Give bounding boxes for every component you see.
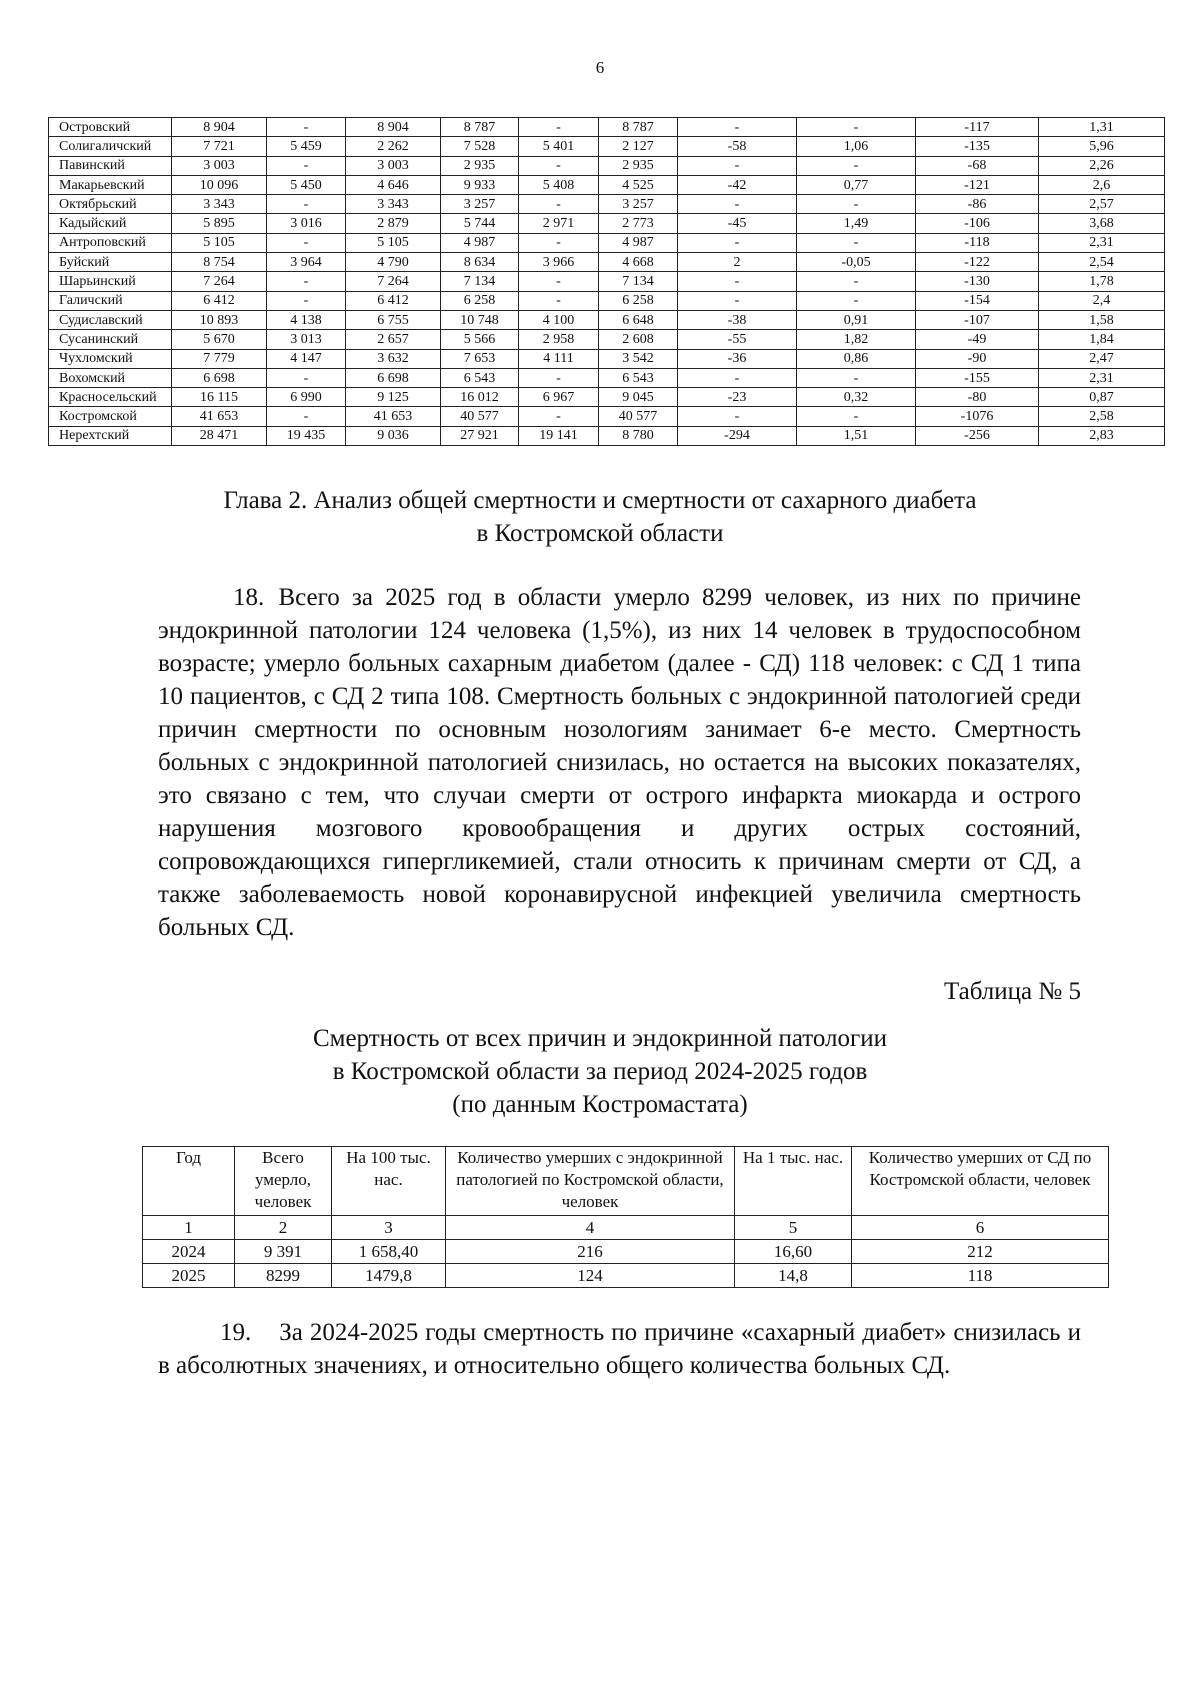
table-cell: 2: [678, 253, 797, 272]
table-cell: 4 147: [267, 349, 346, 368]
table-cell: 7 134: [441, 272, 519, 291]
table-cell: 3 257: [599, 195, 678, 214]
district-name: Макарьевский: [49, 175, 172, 194]
table-cell: -: [797, 156, 916, 175]
table-cell: 8 634: [441, 253, 519, 272]
district-name: Павинский: [49, 156, 172, 175]
table-cell: 16,60: [735, 1240, 852, 1264]
table-cell: -68: [916, 156, 1039, 175]
table-cell: 3 013: [267, 330, 346, 349]
table-cell: 216: [446, 1240, 735, 1264]
table-cell: 40 577: [599, 407, 678, 426]
header-cell: Количество умерших от СД по Костромской области, человек: [852, 1147, 1109, 1216]
table-cell: -: [797, 272, 916, 291]
table-cell: 9 036: [346, 426, 441, 445]
table-cell: -: [678, 118, 797, 137]
table-cell: 6 258: [599, 291, 678, 310]
table-cell: -121: [916, 175, 1039, 194]
district-name: Солигаличский: [49, 137, 172, 156]
table-cell: -: [678, 407, 797, 426]
table-cell: -118: [916, 233, 1039, 252]
table-row: [49, 407, 1165, 426]
table-cell: 1,82: [797, 330, 916, 349]
table-row: [49, 368, 1165, 387]
table-cell: 4 646: [346, 175, 441, 194]
district-name: Костромской: [49, 407, 172, 426]
table-row: [49, 291, 1165, 310]
table-cell: 19 141: [519, 426, 599, 445]
table-cell: 5 408: [519, 175, 599, 194]
table-cell: 2,31: [1039, 233, 1165, 252]
table-cell: -36: [678, 349, 797, 368]
table-cell: 8 787: [599, 118, 678, 137]
table-cell: 2,58: [1039, 407, 1165, 426]
table-cell: 2 262: [346, 137, 441, 156]
table-cell: -: [267, 118, 346, 137]
table-cell: 16 012: [441, 388, 519, 407]
header-cell: На 100 тыс. нас.: [332, 1147, 446, 1216]
table-cell: -23: [678, 388, 797, 407]
table-cell: 2,47: [1039, 349, 1165, 368]
table-cell: -38: [678, 310, 797, 329]
table-cell: 9 933: [441, 175, 519, 194]
table-row: [143, 1264, 1109, 1288]
table-cell: 2 773: [599, 214, 678, 233]
district-name: Буйский: [49, 253, 172, 272]
table-cell: 2 935: [441, 156, 519, 175]
table-cell: 6 755: [346, 310, 441, 329]
table-cell: 6 698: [172, 368, 267, 387]
table-cell: 40 577: [441, 407, 519, 426]
table-cell: -: [797, 368, 916, 387]
table-cell: 5 105: [346, 233, 441, 252]
table-cell: 6 648: [599, 310, 678, 329]
table-cell: 2 958: [519, 330, 599, 349]
table-cell: 3 966: [519, 253, 599, 272]
table-cell: 3 257: [441, 195, 519, 214]
table-row: [49, 272, 1165, 291]
table-cell: -155: [916, 368, 1039, 387]
table-cell: -45: [678, 214, 797, 233]
table-cell: -: [267, 233, 346, 252]
chapter-title-line2: в Костромской области: [476, 520, 724, 547]
table-cell: -135: [916, 137, 1039, 156]
table-cell: -: [678, 368, 797, 387]
district-name: Красносельский: [49, 388, 172, 407]
table-cell: 3 542: [599, 349, 678, 368]
table-cell: -1076: [916, 407, 1039, 426]
table-cell: 1,49: [797, 214, 916, 233]
table-row: [49, 118, 1165, 137]
header-cell: Количество умерших с эндокринной патологией по Костромской области, человек: [446, 1147, 735, 1216]
table-cell: 9 125: [346, 388, 441, 407]
table-cell: 1,06: [797, 137, 916, 156]
paragraph-number: 19.: [220, 1319, 252, 1346]
district-name: Островский: [49, 118, 172, 137]
chapter-title: [150, 484, 1050, 550]
table-cell: 8 780: [599, 426, 678, 445]
table-cell: 2,54: [1039, 253, 1165, 272]
table-row: [49, 330, 1165, 349]
table-cell: -256: [916, 426, 1039, 445]
table-cell: 2,83: [1039, 426, 1165, 445]
table-cell: 0,86: [797, 349, 916, 368]
table-cell: -: [678, 233, 797, 252]
table-cell: -: [797, 407, 916, 426]
table-cell: 2,57: [1039, 195, 1165, 214]
table-cell: 1,31: [1039, 118, 1165, 137]
table-cell: -: [267, 368, 346, 387]
table-cell: 7 779: [172, 349, 267, 368]
table-cell: 5 105: [172, 233, 267, 252]
table-cell: 2024: [143, 1240, 235, 1264]
table-cell: -: [519, 195, 599, 214]
table-cell: 7 721: [172, 137, 267, 156]
district-name: Октябрьский: [49, 195, 172, 214]
table-cell: 5 401: [519, 137, 599, 156]
table-row: [49, 214, 1165, 233]
paragraph-text: За 2024-2025 годы смертность по причине «сахарный диабет» снизилась и в абсолютных значениях, и относительно общего количества больных СД.: [158, 1319, 1081, 1379]
header-cell: На 1 тыс. нас.: [735, 1147, 852, 1216]
table-cell: 1,58: [1039, 310, 1165, 329]
district-name: Антроповский: [49, 233, 172, 252]
table-cell: 3 632: [346, 349, 441, 368]
table-cell: 3 964: [267, 253, 346, 272]
district-name: Шарьинский: [49, 272, 172, 291]
district-name: Нерехтский: [49, 426, 172, 445]
table-cell: 1,51: [797, 426, 916, 445]
table-cell: 4 138: [267, 310, 346, 329]
column-number: 4: [446, 1216, 735, 1240]
chapter-title-line1: Глава 2. Анализ общей смертности и смертности от сахарного диабета: [223, 487, 977, 514]
table-cell: -: [678, 195, 797, 214]
table-cell: 1,78: [1039, 272, 1165, 291]
table-title-line2: в Костромской области за период 2024-2025 годов: [332, 1058, 868, 1085]
table-cell: 1,84: [1039, 330, 1165, 349]
table-cell: -: [678, 291, 797, 310]
paragraph-text: Всего за 2025 год в области умерло 8299 человек, из них по причине эндокринной патологии 124 человека (1,5%), из них 14 человек в трудоспособном возрасте; умерло больных сахарным диабетом (далее - СД) 118 человек: с СД 1 типа 10 пациентов, с СД 2 типа 108. Смертность больных с эндокринной патологией среди причин смертности по основным нозологиям занимает 6-е место. Смертность больных с эндокринной патологией снизилась, но остается на высоких показателях, это связано с тем, что случаи смерти от острого инфаркта миокарда и острого нарушения мозгового кровообращения и других острых состояний, сопровождающихся гипергликемией, стали относить к причинам смерти от СД, а также заболеваемость новой коронавирусной инфекцией увеличила смертность больных СД.: [158, 584, 1082, 941]
table-cell: 4 111: [519, 349, 599, 368]
table-cell: 2,4: [1039, 291, 1165, 310]
table-cell: 8 754: [172, 253, 267, 272]
table-cell: 0,77: [797, 175, 916, 194]
table-cell: 6 967: [519, 388, 599, 407]
table-row: [49, 388, 1165, 407]
column-number: 3: [332, 1216, 446, 1240]
table-cell: -107: [916, 310, 1039, 329]
table-cell: 28 471: [172, 426, 267, 445]
paragraph-number: 18.: [233, 584, 265, 611]
table-cell: -: [797, 233, 916, 252]
table-cell: 2025: [143, 1264, 235, 1288]
table-cell: 10 893: [172, 310, 267, 329]
table-cell: -86: [916, 195, 1039, 214]
table-cell: 8 787: [441, 118, 519, 137]
table-cell: 6 698: [346, 368, 441, 387]
table-cell: 2,31: [1039, 368, 1165, 387]
table-cell: 6 543: [599, 368, 678, 387]
table-cell: -: [519, 156, 599, 175]
table-row: [49, 426, 1165, 445]
page-number: 6: [595, 58, 605, 77]
table-cell: -: [267, 272, 346, 291]
district-name: Чухломский: [49, 349, 172, 368]
district-name: Вохомский: [49, 368, 172, 387]
table-cell: -: [797, 118, 916, 137]
table-cell: 5 566: [441, 330, 519, 349]
table-cell: -: [519, 407, 599, 426]
table-cell: 2 127: [599, 137, 678, 156]
table-cell: 124: [446, 1264, 735, 1288]
table-cell: 27 921: [441, 426, 519, 445]
table-cell: 2,26: [1039, 156, 1165, 175]
table-cell: -49: [916, 330, 1039, 349]
column-number: 6: [852, 1216, 1109, 1240]
table-cell: 6 990: [267, 388, 346, 407]
table-cell: 7 264: [172, 272, 267, 291]
table-cell: 4 668: [599, 253, 678, 272]
column-number: 1: [143, 1216, 235, 1240]
column-number-row: [143, 1216, 1109, 1240]
table-cell: 3 016: [267, 214, 346, 233]
table-cell: 212: [852, 1240, 1109, 1264]
table-cell: -: [797, 291, 916, 310]
table-cell: 2 879: [346, 214, 441, 233]
table-label: Таблица № 5: [943, 978, 1081, 1005]
table-row: [49, 175, 1165, 194]
table-cell: 0,32: [797, 388, 916, 407]
table-cell: 7 528: [441, 137, 519, 156]
table-cell: 5 670: [172, 330, 267, 349]
table-cell: -: [267, 156, 346, 175]
table-cell: -: [519, 368, 599, 387]
table-cell: 41 653: [172, 407, 267, 426]
table-cell: 7 134: [599, 272, 678, 291]
table-cell: 14,8: [735, 1264, 852, 1288]
header-cell: Год: [143, 1147, 235, 1216]
table-cell: 5 459: [267, 137, 346, 156]
table-title: [150, 1022, 1050, 1121]
table-cell: 2 935: [599, 156, 678, 175]
table-cell: 6 543: [441, 368, 519, 387]
table-row: [49, 156, 1165, 175]
table-cell: -: [797, 195, 916, 214]
table-cell: 19 435: [267, 426, 346, 445]
table-cell: 3,68: [1039, 214, 1165, 233]
table-cell: -: [519, 291, 599, 310]
table-cell: 4 525: [599, 175, 678, 194]
table-cell: -122: [916, 253, 1039, 272]
table-cell: -: [678, 272, 797, 291]
table-cell: 16 115: [172, 388, 267, 407]
table-cell: 2,6: [1039, 175, 1165, 194]
table-cell: 3 003: [172, 156, 267, 175]
table-cell: 118: [852, 1264, 1109, 1288]
table-title-line3: (по данным Костромастата): [452, 1091, 748, 1118]
table-cell: 8 904: [172, 118, 267, 137]
table-cell: 8299: [235, 1264, 332, 1288]
table-cell: 9 391: [235, 1240, 332, 1264]
table-cell: -: [267, 291, 346, 310]
table-cell: -58: [678, 137, 797, 156]
table-cell: 41 653: [346, 407, 441, 426]
table-row: [49, 253, 1165, 272]
table-row: [49, 233, 1165, 252]
table-cell: 10 096: [172, 175, 267, 194]
table-row: [143, 1240, 1109, 1264]
table-cell: 5 744: [441, 214, 519, 233]
table-cell: 0,91: [797, 310, 916, 329]
column-number: 2: [235, 1216, 332, 1240]
district-name: Сусанинский: [49, 330, 172, 349]
table-cell: 1 658,40: [332, 1240, 446, 1264]
table-cell: 5 895: [172, 214, 267, 233]
table-cell: 7 264: [346, 272, 441, 291]
table-cell: 3 343: [346, 195, 441, 214]
table-cell: -: [267, 195, 346, 214]
table-cell: -55: [678, 330, 797, 349]
table-title-line1: Смертность от всех причин и эндокринной патологии: [312, 1025, 888, 1052]
district-table: [48, 117, 1165, 446]
table-row: [49, 349, 1165, 368]
table-cell: 6 412: [346, 291, 441, 310]
table-row: [49, 195, 1165, 214]
table-cell: 6 258: [441, 291, 519, 310]
table-cell: -: [519, 272, 599, 291]
table-cell: -130: [916, 272, 1039, 291]
table-row: [49, 310, 1165, 329]
header-cell: Всего умерло, человек: [235, 1147, 332, 1216]
table-cell: -90: [916, 349, 1039, 368]
table-cell: 4 987: [441, 233, 519, 252]
column-number: 5: [735, 1216, 852, 1240]
table-cell: 6 412: [172, 291, 267, 310]
paragraph-18: [158, 581, 1081, 944]
table-cell: -42: [678, 175, 797, 194]
table-cell: 4 100: [519, 310, 599, 329]
table-cell: 2 657: [346, 330, 441, 349]
table-cell: -80: [916, 388, 1039, 407]
table-cell: 5 450: [267, 175, 346, 194]
table-cell: 4 790: [346, 253, 441, 272]
table-cell: 4 987: [599, 233, 678, 252]
table-cell: 9 045: [599, 388, 678, 407]
table-cell: 2 608: [599, 330, 678, 349]
table-cell: 5,96: [1039, 137, 1165, 156]
mortality-table: [142, 1146, 1109, 1288]
table-cell: 8 904: [346, 118, 441, 137]
district-name: Судиславский: [49, 310, 172, 329]
table-cell: -106: [916, 214, 1039, 233]
table-cell: 3 003: [346, 156, 441, 175]
table-cell: 2 971: [519, 214, 599, 233]
table-row: [49, 137, 1165, 156]
table-cell: 10 748: [441, 310, 519, 329]
table-cell: -: [519, 118, 599, 137]
table-cell: 3 343: [172, 195, 267, 214]
table-cell: 0,87: [1039, 388, 1165, 407]
table-header-row: [143, 1147, 1109, 1216]
paragraph-19: [158, 1316, 1081, 1382]
table-cell: -117: [916, 118, 1039, 137]
table-cell: -: [267, 407, 346, 426]
district-name: Кадыйский: [49, 214, 172, 233]
table-cell: -0,05: [797, 253, 916, 272]
table-cell: -294: [678, 426, 797, 445]
district-name: Галичский: [49, 291, 172, 310]
table-cell: 7 653: [441, 349, 519, 368]
table-cell: -: [519, 233, 599, 252]
table-cell: -154: [916, 291, 1039, 310]
table-cell: 1479,8: [332, 1264, 446, 1288]
table-cell: -: [678, 156, 797, 175]
